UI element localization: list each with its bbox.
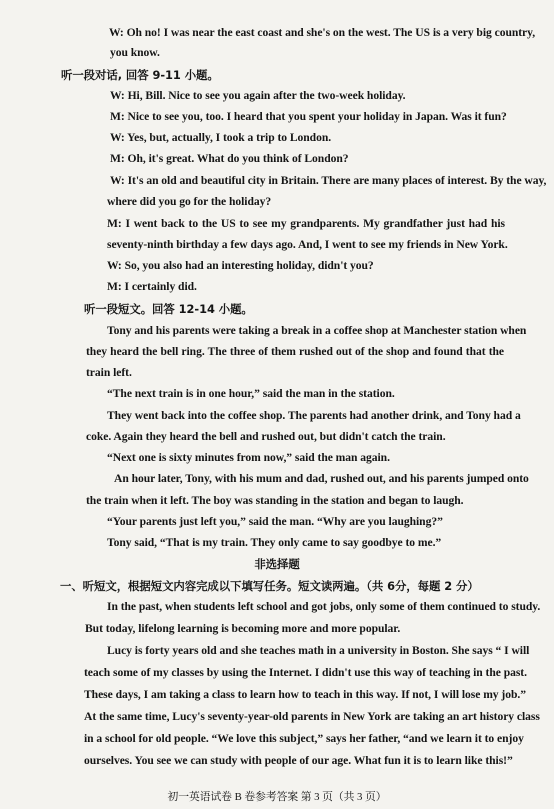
text-line: In the past, when students left school and got jobs, only some of them continued to study. (107, 600, 541, 613)
text-line: “Your parents just left you,” said the man. “Why are you laughing?” (107, 515, 443, 528)
text-line: coke. Again they heard the bell and rushed out, but didn't catch the train. (86, 430, 446, 443)
task-instruction: 一、听短文，根据短文内容完成以下填写任务。短文读两遍。（共 6分，每题 2 分） (60, 579, 479, 593)
text-line: W: Yes, but, actually, I took a trip to London. (110, 131, 332, 144)
text-line: you know. (110, 46, 160, 59)
text-line: An hour later, Tony, with his mum and dad, rushed out, and his parents jumped onto (114, 472, 529, 485)
text-line: W: Hi, Bill. Nice to see you again after the two-week holiday. (110, 89, 406, 102)
text-line: M: I went back to the US to see my grandparents. My grandfather just had his (107, 217, 505, 230)
text-line: ourselves. You see we can study with people of our age. What fun it is to learn like this!” (84, 754, 513, 767)
text-line: M: Oh, it's great. What do you think of London? (110, 152, 349, 165)
text-line: Lucy is forty years old and she teaches math in a university in Boston. She says “ I will (107, 644, 530, 657)
text-line: W: It's an old and beautiful city in Britain. There are many places of interest. By the way, (110, 174, 547, 187)
section-heading: 听一段短文。回答 12-14 小题。 (84, 302, 253, 316)
part-title: 非选择题 (254, 557, 300, 571)
text-line: W: Oh no! I was near the east coast and she's on the west. The US is a very big country, (109, 26, 536, 39)
section-heading: 听一段对话, 回答 9-11 小题。 (61, 68, 219, 82)
text-line: in a school for old people. “We love this subject,” says her father, “and we learn it to enjoy (84, 732, 524, 745)
text-line: “Next one is sixty minutes from now,” said the man again. (107, 451, 390, 464)
text-line: train left. (86, 366, 132, 379)
text-line: the train when it left. The boy was standing in the station and began to laugh. (86, 494, 464, 507)
text-line: At the same time, Lucy's seventy-year-old parents in New York are taking an art history class (84, 710, 540, 723)
text-line: they heard the bell ring. The three of them rushed out of the shop and found that the (86, 345, 504, 358)
text-line: “The next train is in one hour,” said the man in the station. (107, 387, 395, 400)
text-line: W: So, you also had an interesting holiday, didn't you? (107, 259, 374, 272)
page-footer: 初一英语试卷 B 卷参考答案 第 3 页（共 3 页） (167, 791, 387, 803)
text-line: But today, lifelong learning is becoming more and more popular. (85, 622, 401, 635)
text-line: M: I certainly did. (107, 280, 197, 293)
text-line: M: Nice to see you, too. I heard that you spent your holiday in Japan. Was it fun? (110, 110, 507, 123)
text-line: seventy-ninth birthday a few days ago. And, I went to see my friends in New York. (107, 238, 508, 251)
text-line: They went back into the coffee shop. The parents had another drink, and Tony had a (107, 409, 521, 422)
text-line: Tony said, “That is my train. They only came to say goodbye to me.” (107, 536, 442, 549)
text-line: where did you go for the holiday? (107, 195, 272, 208)
text-line: teach some of my classes by using the Internet. I didn't use this way of teaching in the past. (84, 666, 527, 679)
text-line: Tony and his parents were taking a break in a coffee shop at Manchester station when (107, 324, 527, 337)
text-line: These days, I am taking a class to learn how to teach in this way. If not, I will lose my job.” (84, 688, 526, 701)
